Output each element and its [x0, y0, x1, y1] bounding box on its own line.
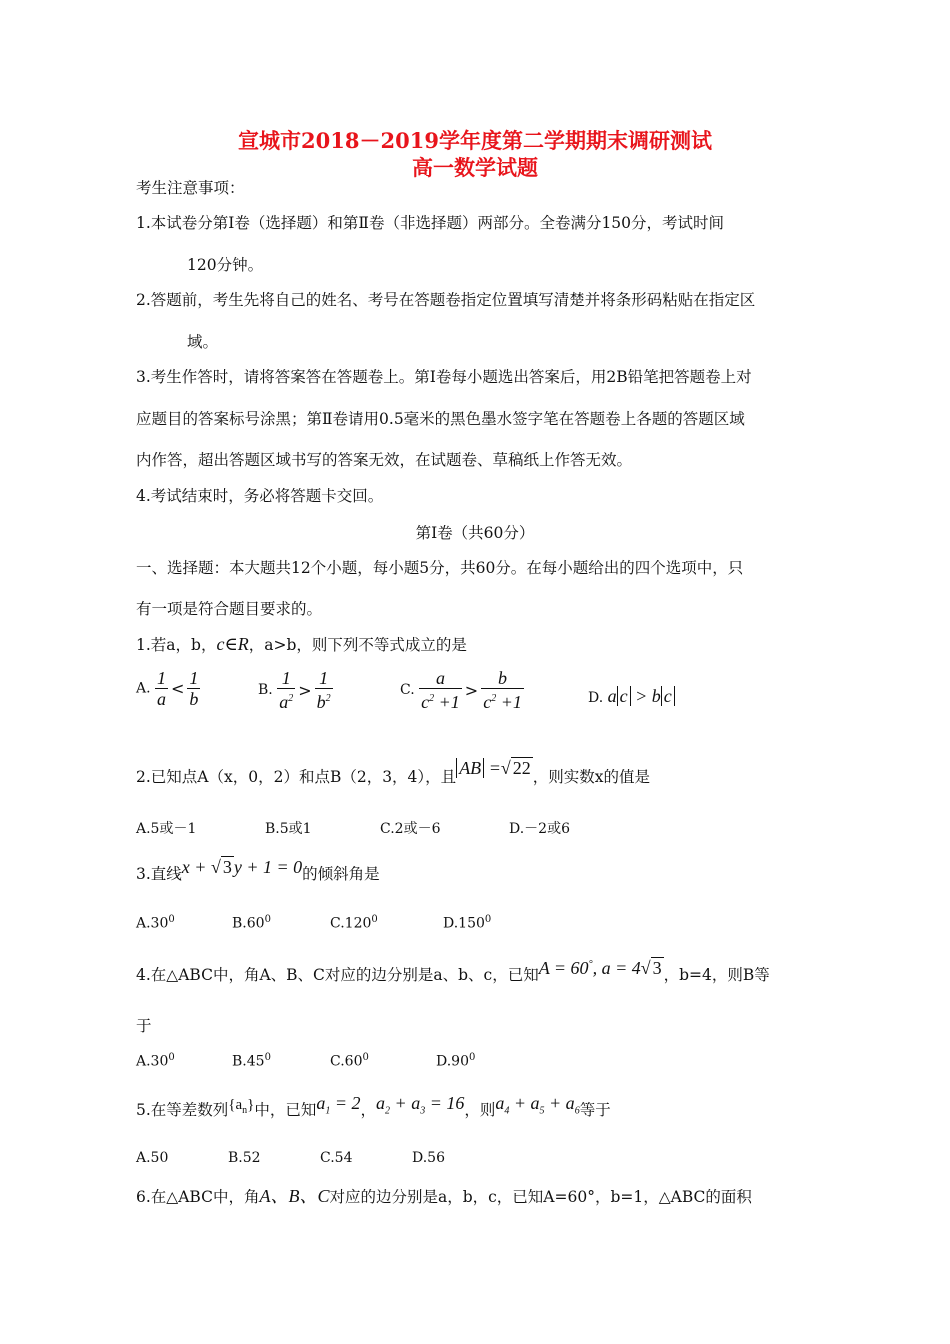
q5-option-d: D.56	[412, 1150, 445, 1166]
q4-stem: 4.在△ABC中，角A、B、C对应的边分别是a、b、c，已知A = 60°, a = 4√ 3 ，b=4，则B等	[136, 958, 770, 984]
q1-stem-math: c∈R	[216, 634, 249, 654]
q4-option-b: $B.45^0$	[232, 1052, 271, 1070]
notice-item-4: 4.考试结束时，务必将答题卡交回。	[136, 487, 384, 505]
exam-title-line2: 高一数学试题	[412, 155, 538, 180]
q2-option-c: C.2或－6	[380, 821, 441, 837]
notice-item-3: 3.考生作答时，请将答案答在答题卷上。第Ⅰ卷每小题选出答案后，用2B铅笔把答题卷上对	[136, 368, 752, 386]
q2-option-a: A.5或－1	[136, 821, 197, 837]
q1-option-d: D. a c > b c	[588, 686, 675, 707]
q5-option-b: B.52	[228, 1150, 261, 1166]
q3-option-a: $A.30^0$	[136, 914, 175, 932]
q3-option-c: C.120$^0$	[330, 914, 378, 932]
q5-option-c: C.54	[320, 1150, 353, 1166]
notice-item-1-cont: 120分钟。	[187, 256, 264, 274]
notice-item-2-cont: 域。	[187, 333, 219, 351]
section-title: 第Ⅰ卷（共60分）	[415, 524, 535, 542]
exam-title-line1: 宣城市2018－2019学年度第二学期期末调研测试	[238, 128, 712, 153]
notice-heading: 考生注意事项：	[136, 179, 245, 197]
q1-option-b: B. $\frac{1}{a^2}$ > $\frac{1}{b^2}$	[258, 668, 331, 712]
q4-option-d: $D.90^0$	[436, 1052, 476, 1070]
notice-item-1: 1.本试卷分第Ⅰ卷（选择题）和第Ⅱ卷（非选择题）两部分。全卷满分150分，考试时间	[136, 214, 725, 232]
q4-stem-cont: 于	[136, 1017, 152, 1035]
q1-option-c: C. $\frac{a}{c^2 +1}$ > $\frac{b}{c^2 +1}$	[400, 668, 522, 712]
q1-option-a: A. $\frac{1}{a}$ < $\frac{1}{b}$	[136, 668, 199, 709]
notice-item-2: 2.答题前，考生先将自己的姓名、考号在答题卷指定位置填写清楚并将条形码粘贴在指定区	[136, 291, 756, 309]
q4-option-a: $A.30^0$	[136, 1052, 175, 1070]
q4-option-c: $C.60^0$	[330, 1052, 369, 1070]
q2-stem: 2.已知点A（x，0，2）和点B（2，3，4），且 AB =√ 22 ，则实数x的值是	[136, 758, 650, 786]
q1-stem: 1.若a，b，c∈R，a>b，则下列不等式成立的是	[136, 634, 467, 654]
notice-item-3-cont1: 应题目的答案标号涂黑；第Ⅱ卷请用0.5毫米的黑色墨水签字笔在答题卷上各题的答题区域	[136, 410, 745, 428]
section-intro-cont: 有一项是符合题目要求的。	[136, 600, 323, 618]
q6-stem: 6.在△ABC中，角A、B、C对应的边分别是a，b，c，已知A=60°，b=1，△ABC的面积	[136, 1186, 752, 1206]
q5-stem: 5.在等差数列$\{a_n\}$中，已知$a_1 = 2$，$a_2 + a_3 = 16$，则$a_4 + a_5 + a_6$等于	[136, 1093, 611, 1119]
q2-option-d: D.－2或6	[509, 821, 570, 837]
q2-option-b: B.5或1	[265, 821, 312, 837]
q5-option-a: A.50	[136, 1150, 169, 1166]
q3-option-b: $B.60^0$	[232, 914, 271, 932]
q3-option-d: D.150$^0$	[443, 914, 492, 932]
q3-stem: 3.直线x + √ 3 y + 1 = 0的倾斜角是	[136, 857, 380, 883]
section-intro: 一、选择题：本大题共12个小题，每小题5分，共60分。在每小题给出的四个选项中，只	[136, 559, 744, 577]
notice-item-3-cont2: 内作答，超出答题区域书写的答案无效，在试题卷、草稿纸上作答无效。	[136, 451, 633, 469]
q6-stem-math: A、B、C	[259, 1186, 330, 1206]
